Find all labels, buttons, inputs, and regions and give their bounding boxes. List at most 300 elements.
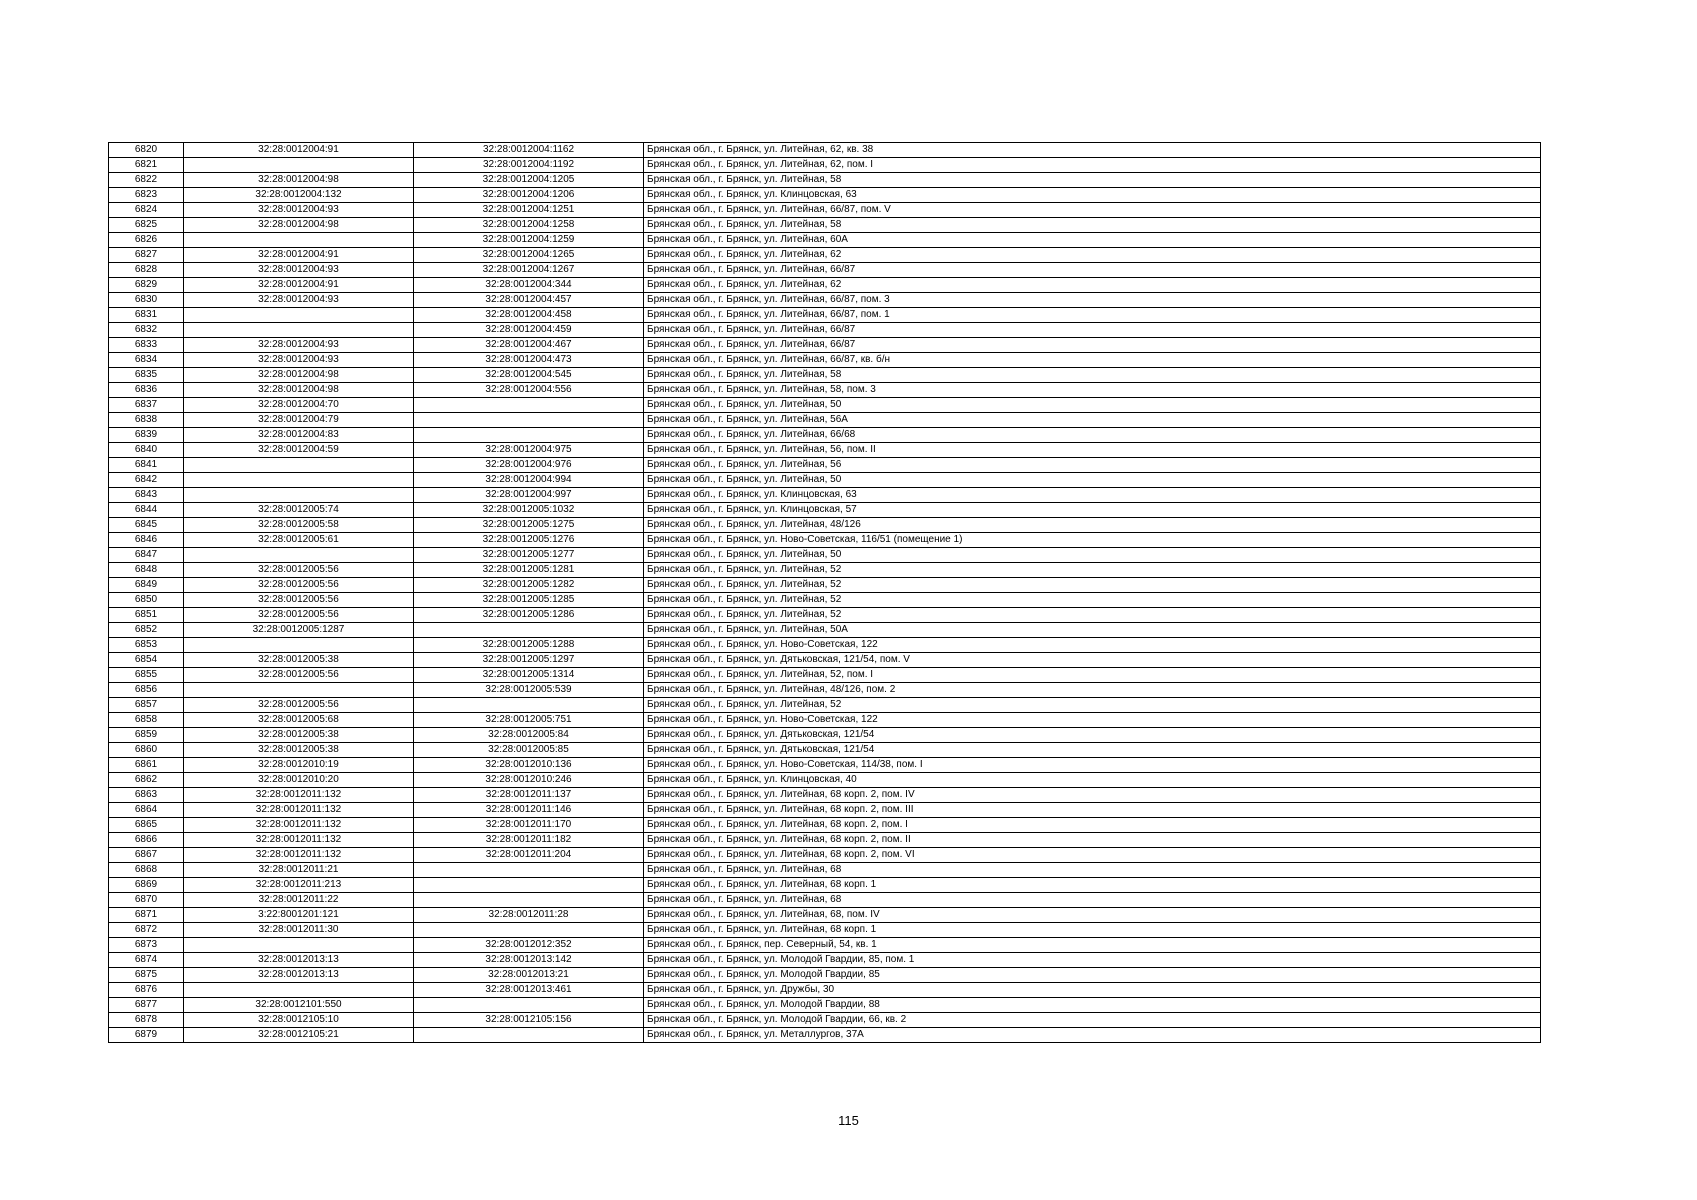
parent-cadastral-number-cell: 32:28:0012005:56: [184, 563, 414, 578]
object-cadastral-number-cell: 32:28:0012004:1205: [414, 173, 644, 188]
parent-cadastral-number-cell: 32:28:0012004:91: [184, 143, 414, 158]
table-row: [109, 848, 1541, 863]
table-row: [109, 863, 1541, 878]
object-cadastral-number-cell: [414, 398, 644, 413]
parent-cadastral-number-cell: 32:28:0012011:132: [184, 848, 414, 863]
object-cadastral-number-cell: 32:28:0012005:1297: [414, 653, 644, 668]
row-number-cell: 6864: [109, 803, 184, 818]
parent-cadastral-number-cell: 32:28:0012005:38: [184, 728, 414, 743]
parent-cadastral-number-cell: 32:28:0012004:98: [184, 218, 414, 233]
address-cell: Брянская обл., г. Брянск, ул. Литейная, 50А: [644, 623, 1541, 638]
address-cell: Брянская обл., г. Брянск, ул. Литейная, 58: [644, 173, 1541, 188]
object-cadastral-number-cell: 32:28:0012011:170: [414, 818, 644, 833]
table-row: [109, 503, 1541, 518]
table-row: [109, 368, 1541, 383]
row-number-cell: 6875: [109, 968, 184, 983]
row-number-cell: 6852: [109, 623, 184, 638]
row-number-cell: 6865: [109, 818, 184, 833]
address-cell: Брянская обл., г. Брянск, ул. Литейная, 50: [644, 473, 1541, 488]
object-cadastral-number-cell: [414, 923, 644, 938]
table-row: [109, 818, 1541, 833]
row-number-cell: 6839: [109, 428, 184, 443]
object-cadastral-number-cell: 32:28:0012005:751: [414, 713, 644, 728]
address-cell: Брянская обл., г. Брянск, ул. Литейная, 62, кв. 38: [644, 143, 1541, 158]
parent-cadastral-number-cell: 32:28:0012004:91: [184, 278, 414, 293]
row-number-cell: 6824: [109, 203, 184, 218]
parent-cadastral-number-cell: 32:28:0012004:59: [184, 443, 414, 458]
address-cell: Брянская обл., г. Брянск, ул. Дятьковская, 121/54: [644, 728, 1541, 743]
table-row: [109, 218, 1541, 233]
parent-cadastral-number-cell: 32:28:0012011:213: [184, 878, 414, 893]
table-row: [109, 878, 1541, 893]
address-cell: Брянская обл., г. Брянск, ул. Ново-Советская, 122: [644, 713, 1541, 728]
row-number-cell: 6879: [109, 1028, 184, 1043]
parent-cadastral-number-cell: 32:28:0012005:56: [184, 593, 414, 608]
address-cell: Брянская обл., г. Брянск, ул. Литейная, 58: [644, 218, 1541, 233]
address-cell: Брянская обл., г. Брянск, ул. Литейная, 56: [644, 458, 1541, 473]
parent-cadastral-number-cell: [184, 473, 414, 488]
table-row: [109, 308, 1541, 323]
address-cell: Брянская обл., г. Брянск, ул. Клинцовская, 63: [644, 488, 1541, 503]
object-cadastral-number-cell: 32:28:0012004:459: [414, 323, 644, 338]
parent-cadastral-number-cell: 32:28:0012004:93: [184, 203, 414, 218]
table-row: [109, 788, 1541, 803]
table-row: [109, 833, 1541, 848]
object-cadastral-number-cell: [414, 863, 644, 878]
address-cell: Брянская обл., г. Брянск, ул. Металлургов, 37А: [644, 1028, 1541, 1043]
address-cell: Брянская обл., г. Брянск, ул. Литейная, 56, пом. II: [644, 443, 1541, 458]
address-cell: Брянская обл., г. Брянск, ул. Литейная, 56А: [644, 413, 1541, 428]
address-cell: Брянская обл., г. Брянск, ул. Литейная, 66/87, кв. б/н: [644, 353, 1541, 368]
object-cadastral-number-cell: [414, 413, 644, 428]
object-cadastral-number-cell: 32:28:0012004:1258: [414, 218, 644, 233]
row-number-cell: 6876: [109, 983, 184, 998]
table-row: [109, 1028, 1541, 1043]
address-cell: Брянская обл., г. Брянск, ул. Литейная, 68: [644, 893, 1541, 908]
table-row: [109, 248, 1541, 263]
object-cadastral-number-cell: 32:28:0012004:1267: [414, 263, 644, 278]
registry-table: [108, 142, 1541, 1043]
address-cell: Брянская обл., г. Брянск, ул. Молодой Гвардии, 85: [644, 968, 1541, 983]
parent-cadastral-number-cell: 32:28:0012004:79: [184, 413, 414, 428]
parent-cadastral-number-cell: 32:28:0012005:61: [184, 533, 414, 548]
address-cell: Брянская обл., г. Брянск, ул. Литейная, 68 корп. 2, пом. VI: [644, 848, 1541, 863]
parent-cadastral-number-cell: 32:28:0012005:56: [184, 578, 414, 593]
object-cadastral-number-cell: [414, 878, 644, 893]
address-cell: Брянская обл., г. Брянск, ул. Литейная, 62, пом. I: [644, 158, 1541, 173]
table-row: [109, 383, 1541, 398]
address-cell: Брянская обл., г. Брянск, ул. Литейная, 52: [644, 593, 1541, 608]
address-cell: Брянская обл., г. Брянск, ул. Ново-Советская, 114/38, пом. I: [644, 758, 1541, 773]
parent-cadastral-number-cell: 32:28:0012005:1287: [184, 623, 414, 638]
parent-cadastral-number-cell: 32:28:0012011:132: [184, 803, 414, 818]
object-cadastral-number-cell: 32:28:0012005:84: [414, 728, 644, 743]
object-cadastral-number-cell: 32:28:0012004:556: [414, 383, 644, 398]
table-row: [109, 623, 1541, 638]
object-cadastral-number-cell: 32:28:0012005:85: [414, 743, 644, 758]
row-number-cell: 6823: [109, 188, 184, 203]
table-row: [109, 728, 1541, 743]
row-number-cell: 6851: [109, 608, 184, 623]
parent-cadastral-number-cell: [184, 323, 414, 338]
parent-cadastral-number-cell: [184, 683, 414, 698]
address-cell: Брянская обл., г. Брянск, ул. Литейная, 62: [644, 248, 1541, 263]
table-row: [109, 203, 1541, 218]
row-number-cell: 6848: [109, 563, 184, 578]
row-number-cell: 6857: [109, 698, 184, 713]
parent-cadastral-number-cell: [184, 158, 414, 173]
row-number-cell: 6838: [109, 413, 184, 428]
object-cadastral-number-cell: 32:28:0012005:1277: [414, 548, 644, 563]
row-number-cell: 6844: [109, 503, 184, 518]
address-cell: Брянская обл., г. Брянск, ул. Ново-Советская, 122: [644, 638, 1541, 653]
parent-cadastral-number-cell: 32:28:0012101:550: [184, 998, 414, 1013]
object-cadastral-number-cell: [414, 623, 644, 638]
address-cell: Брянская обл., г. Брянск, ул. Литейная, 66/87, пом. 3: [644, 293, 1541, 308]
row-number-cell: 6866: [109, 833, 184, 848]
row-number-cell: 6878: [109, 1013, 184, 1028]
row-number-cell: 6868: [109, 863, 184, 878]
parent-cadastral-number-cell: 32:28:0012011:21: [184, 863, 414, 878]
table-row: [109, 413, 1541, 428]
address-cell: Брянская обл., г. Брянск, ул. Литейная, 52: [644, 698, 1541, 713]
table-row: [109, 293, 1541, 308]
table-row: [109, 548, 1541, 563]
table-row: [109, 968, 1541, 983]
row-number-cell: 6841: [109, 458, 184, 473]
address-cell: Брянская обл., г. Брянск, ул. Литейная, 66/87: [644, 263, 1541, 278]
row-number-cell: 6869: [109, 878, 184, 893]
object-cadastral-number-cell: 32:28:0012004:976: [414, 458, 644, 473]
object-cadastral-number-cell: [414, 893, 644, 908]
table-row: [109, 938, 1541, 953]
parent-cadastral-number-cell: 32:28:0012004:93: [184, 293, 414, 308]
object-cadastral-number-cell: [414, 698, 644, 713]
parent-cadastral-number-cell: 32:28:0012004:91: [184, 248, 414, 263]
parent-cadastral-number-cell: 32:28:0012010:20: [184, 773, 414, 788]
address-cell: Брянская обл., г. Брянск, ул. Литейная, 52: [644, 563, 1541, 578]
row-number-cell: 6830: [109, 293, 184, 308]
row-number-cell: 6872: [109, 923, 184, 938]
table-row: [109, 443, 1541, 458]
row-number-cell: 6843: [109, 488, 184, 503]
table-row: [109, 338, 1541, 353]
row-number-cell: 6835: [109, 368, 184, 383]
row-number-cell: 6861: [109, 758, 184, 773]
row-number-cell: 6853: [109, 638, 184, 653]
row-number-cell: 6850: [109, 593, 184, 608]
parent-cadastral-number-cell: 32:28:0012013:13: [184, 968, 414, 983]
object-cadastral-number-cell: 32:28:0012011:28: [414, 908, 644, 923]
address-cell: Брянская обл., г. Брянск, ул. Литейная, 68 корп. 1: [644, 878, 1541, 893]
parent-cadastral-number-cell: 3:22:8001201:121: [184, 908, 414, 923]
address-cell: Брянская обл., г. Брянск, ул. Литейная, 52: [644, 578, 1541, 593]
row-number-cell: 6870: [109, 893, 184, 908]
address-cell: Брянская обл., г. Брянск, ул. Клинцовская, 40: [644, 773, 1541, 788]
object-cadastral-number-cell: 32:28:0012004:1251: [414, 203, 644, 218]
row-number-cell: 6833: [109, 338, 184, 353]
parent-cadastral-number-cell: 32:28:0012105:10: [184, 1013, 414, 1028]
address-cell: Брянская обл., г. Брянск, пер. Северный, 54, кв. 1: [644, 938, 1541, 953]
object-cadastral-number-cell: 32:28:0012013:142: [414, 953, 644, 968]
object-cadastral-number-cell: 32:28:0012005:1275: [414, 518, 644, 533]
parent-cadastral-number-cell: [184, 938, 414, 953]
parent-cadastral-number-cell: 32:28:0012004:98: [184, 173, 414, 188]
parent-cadastral-number-cell: [184, 458, 414, 473]
object-cadastral-number-cell: 32:28:0012004:994: [414, 473, 644, 488]
object-cadastral-number-cell: 32:28:0012004:457: [414, 293, 644, 308]
object-cadastral-number-cell: 32:28:0012004:467: [414, 338, 644, 353]
row-number-cell: 6836: [109, 383, 184, 398]
table-row: [109, 758, 1541, 773]
table-row: [109, 353, 1541, 368]
address-cell: Брянская обл., г. Брянск, ул. Литейная, 68 корп. 1: [644, 923, 1541, 938]
address-cell: Брянская обл., г. Брянск, ул. Литейная, 52: [644, 608, 1541, 623]
table-row: [109, 173, 1541, 188]
address-cell: Брянская обл., г. Брянск, ул. Литейная, 68, пом. IV: [644, 908, 1541, 923]
address-cell: Брянская обл., г. Брянск, ул. Литейная, 60А: [644, 233, 1541, 248]
object-cadastral-number-cell: 32:28:0012005:1281: [414, 563, 644, 578]
table-row: [109, 593, 1541, 608]
table-row: [109, 653, 1541, 668]
parent-cadastral-number-cell: 32:28:0012005:56: [184, 698, 414, 713]
address-cell: Брянская обл., г. Брянск, ул. Молодой Гвардии, 85, пом. 1: [644, 953, 1541, 968]
row-number-cell: 6834: [109, 353, 184, 368]
parent-cadastral-number-cell: 32:28:0012005:68: [184, 713, 414, 728]
parent-cadastral-number-cell: 32:28:0012004:98: [184, 383, 414, 398]
address-cell: Брянская обл., г. Брянск, ул. Литейная, 48/126, пом. 2: [644, 683, 1541, 698]
row-number-cell: 6860: [109, 743, 184, 758]
parent-cadastral-number-cell: [184, 548, 414, 563]
object-cadastral-number-cell: 32:28:0012005:1285: [414, 593, 644, 608]
parent-cadastral-number-cell: [184, 638, 414, 653]
parent-cadastral-number-cell: 32:28:0012004:70: [184, 398, 414, 413]
object-cadastral-number-cell: 32:28:0012011:137: [414, 788, 644, 803]
object-cadastral-number-cell: 32:28:0012005:1032: [414, 503, 644, 518]
row-number-cell: 6831: [109, 308, 184, 323]
row-number-cell: 6827: [109, 248, 184, 263]
row-number-cell: 6855: [109, 668, 184, 683]
row-number-cell: 6877: [109, 998, 184, 1013]
address-cell: Брянская обл., г. Брянск, ул. Литейная, 50: [644, 398, 1541, 413]
object-cadastral-number-cell: 32:28:0012011:204: [414, 848, 644, 863]
table-row: [109, 398, 1541, 413]
row-number-cell: 6856: [109, 683, 184, 698]
row-number-cell: 6829: [109, 278, 184, 293]
row-number-cell: 6832: [109, 323, 184, 338]
parent-cadastral-number-cell: 32:28:0012011:132: [184, 788, 414, 803]
row-number-cell: 6821: [109, 158, 184, 173]
table-row: [109, 578, 1541, 593]
parent-cadastral-number-cell: 32:28:0012004:83: [184, 428, 414, 443]
table-row: [109, 683, 1541, 698]
table-row: [109, 953, 1541, 968]
row-number-cell: 6849: [109, 578, 184, 593]
parent-cadastral-number-cell: 32:28:0012004:98: [184, 368, 414, 383]
address-cell: Брянская обл., г. Брянск, ул. Литейная, 68 корп. 2, пом. III: [644, 803, 1541, 818]
parent-cadastral-number-cell: 32:28:0012005:58: [184, 518, 414, 533]
row-number-cell: 6854: [109, 653, 184, 668]
row-number-cell: 6874: [109, 953, 184, 968]
parent-cadastral-number-cell: 32:28:0012011:30: [184, 923, 414, 938]
parent-cadastral-number-cell: 32:28:0012005:38: [184, 743, 414, 758]
table-row: [109, 533, 1541, 548]
object-cadastral-number-cell: 32:28:0012005:1288: [414, 638, 644, 653]
table-row: [109, 983, 1541, 998]
table-row: [109, 638, 1541, 653]
address-cell: Брянская обл., г. Брянск, ул. Литейная, 50: [644, 548, 1541, 563]
address-cell: Брянская обл., г. Брянск, ул. Литейная, 58: [644, 368, 1541, 383]
table-row: [109, 158, 1541, 173]
object-cadastral-number-cell: 32:28:0012004:545: [414, 368, 644, 383]
address-cell: Брянская обл., г. Брянск, ул. Клинцовская, 63: [644, 188, 1541, 203]
object-cadastral-number-cell: 32:28:0012012:352: [414, 938, 644, 953]
row-number-cell: 6825: [109, 218, 184, 233]
object-cadastral-number-cell: 32:28:0012004:344: [414, 278, 644, 293]
row-number-cell: 6873: [109, 938, 184, 953]
row-number-cell: 6846: [109, 533, 184, 548]
table-row: [109, 893, 1541, 908]
address-cell: Брянская обл., г. Брянск, ул. Литейная, 66/87, пом. V: [644, 203, 1541, 218]
row-number-cell: 6859: [109, 728, 184, 743]
row-number-cell: 6845: [109, 518, 184, 533]
address-cell: Брянская обл., г. Брянск, ул. Литейная, 48/126: [644, 518, 1541, 533]
object-cadastral-number-cell: 32:28:0012013:461: [414, 983, 644, 998]
object-cadastral-number-cell: 32:28:0012004:1162: [414, 143, 644, 158]
table-row: [109, 563, 1541, 578]
address-cell: Брянская обл., г. Брянск, ул. Дружбы, 30: [644, 983, 1541, 998]
address-cell: Брянская обл., г. Брянск, ул. Клинцовская, 57: [644, 503, 1541, 518]
address-cell: Брянская обл., г. Брянск, ул. Литейная, 66/87: [644, 338, 1541, 353]
parent-cadastral-number-cell: 32:28:0012010:19: [184, 758, 414, 773]
object-cadastral-number-cell: 32:28:0012011:182: [414, 833, 644, 848]
address-cell: Брянская обл., г. Брянск, ул. Литейная, 52, пом. I: [644, 668, 1541, 683]
table-row: [109, 428, 1541, 443]
parent-cadastral-number-cell: 32:28:0012011:132: [184, 818, 414, 833]
table-row: [109, 473, 1541, 488]
table-row: [109, 458, 1541, 473]
address-cell: Брянская обл., г. Брянск, ул. Дятьковская, 121/54, пом. V: [644, 653, 1541, 668]
object-cadastral-number-cell: 32:28:0012004:473: [414, 353, 644, 368]
table-row: [109, 608, 1541, 623]
row-number-cell: 6842: [109, 473, 184, 488]
object-cadastral-number-cell: 32:28:0012004:1259: [414, 233, 644, 248]
address-cell: Брянская обл., г. Брянск, ул. Литейная, 68 корп. 2, пом. IV: [644, 788, 1541, 803]
object-cadastral-number-cell: 32:28:0012005:1286: [414, 608, 644, 623]
parent-cadastral-number-cell: 32:28:0012004:132: [184, 188, 414, 203]
row-number-cell: 6822: [109, 173, 184, 188]
table-row: [109, 263, 1541, 278]
row-number-cell: 6863: [109, 788, 184, 803]
object-cadastral-number-cell: 32:28:0012005:1314: [414, 668, 644, 683]
address-cell: Брянская обл., г. Брянск, ул. Литейная, 58, пом. 3: [644, 383, 1541, 398]
object-cadastral-number-cell: 32:28:0012004:458: [414, 308, 644, 323]
row-number-cell: 6837: [109, 398, 184, 413]
table-row: [109, 233, 1541, 248]
row-number-cell: 6871: [109, 908, 184, 923]
table-row: [109, 668, 1541, 683]
table-row: [109, 998, 1541, 1013]
table-row: [109, 908, 1541, 923]
object-cadastral-number-cell: [414, 428, 644, 443]
table-row: [109, 143, 1541, 158]
object-cadastral-number-cell: 32:28:0012005:1276: [414, 533, 644, 548]
table-row: [109, 1013, 1541, 1028]
table-row: [109, 713, 1541, 728]
address-cell: Брянская обл., г. Брянск, ул. Литейная, 66/68: [644, 428, 1541, 443]
object-cadastral-number-cell: 32:28:0012004:975: [414, 443, 644, 458]
table-row: [109, 323, 1541, 338]
table-row: [109, 488, 1541, 503]
parent-cadastral-number-cell: 32:28:0012004:93: [184, 338, 414, 353]
row-number-cell: 6826: [109, 233, 184, 248]
row-number-cell: 6847: [109, 548, 184, 563]
address-cell: Брянская обл., г. Брянск, ул. Ново-Советская, 116/51 (помещение 1): [644, 533, 1541, 548]
parent-cadastral-number-cell: [184, 308, 414, 323]
object-cadastral-number-cell: 32:28:0012004:1206: [414, 188, 644, 203]
parent-cadastral-number-cell: 32:28:0012011:22: [184, 893, 414, 908]
table-row: [109, 743, 1541, 758]
table-row: [109, 698, 1541, 713]
parent-cadastral-number-cell: 32:28:0012105:21: [184, 1028, 414, 1043]
address-cell: Брянская обл., г. Брянск, ул. Литейная, 62: [644, 278, 1541, 293]
object-cadastral-number-cell: 32:28:0012105:156: [414, 1013, 644, 1028]
object-cadastral-number-cell: 32:28:0012013:21: [414, 968, 644, 983]
row-number-cell: 6828: [109, 263, 184, 278]
table-row: [109, 188, 1541, 203]
object-cadastral-number-cell: 32:28:0012010:246: [414, 773, 644, 788]
object-cadastral-number-cell: 32:28:0012005:1282: [414, 578, 644, 593]
object-cadastral-number-cell: [414, 1028, 644, 1043]
object-cadastral-number-cell: 32:28:0012004:1192: [414, 158, 644, 173]
address-cell: Брянская обл., г. Брянск, ул. Дятьковская, 121/54: [644, 743, 1541, 758]
object-cadastral-number-cell: 32:28:0012004:997: [414, 488, 644, 503]
row-number-cell: 6858: [109, 713, 184, 728]
table-row: [109, 803, 1541, 818]
parent-cadastral-number-cell: [184, 983, 414, 998]
address-cell: Брянская обл., г. Брянск, ул. Литейная, 66/87, пом. 1: [644, 308, 1541, 323]
parent-cadastral-number-cell: 32:28:0012013:13: [184, 953, 414, 968]
address-cell: Брянская обл., г. Брянск, ул. Литейная, 68 корп. 2, пом. I: [644, 818, 1541, 833]
object-cadastral-number-cell: 32:28:0012011:146: [414, 803, 644, 818]
address-cell: Брянская обл., г. Брянск, ул. Литейная, 68: [644, 863, 1541, 878]
row-number-cell: 6840: [109, 443, 184, 458]
address-cell: Брянская обл., г. Брянск, ул. Молодой Гвардии, 88: [644, 998, 1541, 1013]
parent-cadastral-number-cell: 32:28:0012005:56: [184, 668, 414, 683]
parent-cadastral-number-cell: 32:28:0012005:38: [184, 653, 414, 668]
page-number: 115: [838, 1113, 859, 1128]
parent-cadastral-number-cell: [184, 233, 414, 248]
object-cadastral-number-cell: 32:28:0012004:1265: [414, 248, 644, 263]
parent-cadastral-number-cell: 32:28:0012004:93: [184, 263, 414, 278]
address-cell: Брянская обл., г. Брянск, ул. Литейная, 66/87: [644, 323, 1541, 338]
row-number-cell: 6862: [109, 773, 184, 788]
parent-cadastral-number-cell: 32:28:0012005:56: [184, 608, 414, 623]
address-cell: Брянская обл., г. Брянск, ул. Литейная, 68 корп. 2, пом. II: [644, 833, 1541, 848]
row-number-cell: 6867: [109, 848, 184, 863]
parent-cadastral-number-cell: 32:28:0012005:74: [184, 503, 414, 518]
object-cadastral-number-cell: 32:28:0012005:539: [414, 683, 644, 698]
table-row: [109, 518, 1541, 533]
parent-cadastral-number-cell: [184, 488, 414, 503]
object-cadastral-number-cell: [414, 998, 644, 1013]
table-row: [109, 278, 1541, 293]
table-row: [109, 773, 1541, 788]
row-number-cell: 6820: [109, 143, 184, 158]
object-cadastral-number-cell: 32:28:0012010:136: [414, 758, 644, 773]
registry-table-body: [109, 143, 1541, 1043]
address-cell: Брянская обл., г. Брянск, ул. Молодой Гвардии, 66, кв. 2: [644, 1013, 1541, 1028]
